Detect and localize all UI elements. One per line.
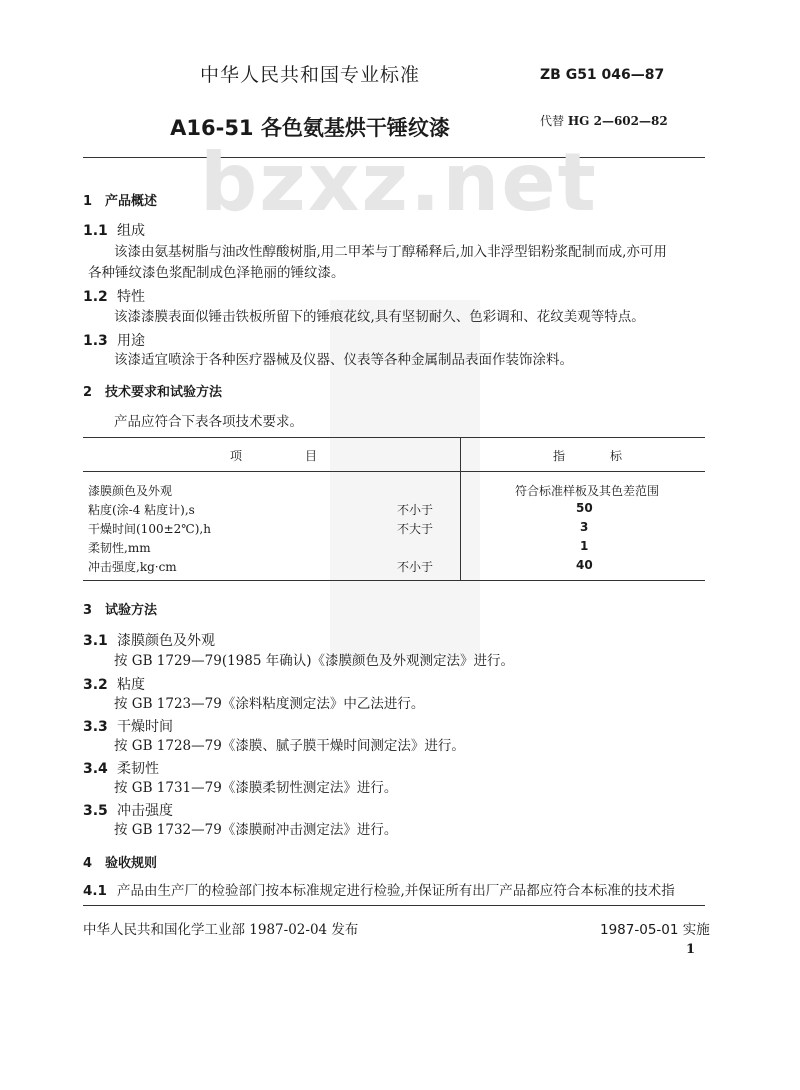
effective-date-note: 1987-05-01 实施 [600, 922, 710, 938]
table-header-rule [83, 471, 705, 472]
footer-rule [83, 905, 705, 906]
section-1-heading: 1 产品概述 [83, 194, 158, 209]
watermark-text: bzxz.net [200, 136, 598, 229]
section-2-heading: 2 技术要求和试验方法 [83, 385, 223, 400]
table-cell-condition: 不小于 [397, 503, 434, 517]
table-bottom-rule [83, 580, 705, 581]
table-cell-item: 冲击强度,kg·cm [88, 560, 177, 574]
section-1-2-text: 该漆漆膜表面似锤击铁板所留下的锤痕花纹,具有坚韧耐久、色彩调和、花纹美观等特点。 [114, 309, 645, 325]
table-header-index-2: 标 [610, 449, 623, 463]
table-header-index-1: 指 [553, 449, 566, 463]
section-3-1-heading: 3.1 漆膜颜色及外观 [83, 633, 215, 649]
section-3-1-text: 按 GB 1729—79(1985 年确认)《漆膜颜色及外观测定法》进行。 [114, 653, 515, 669]
section-4-heading: 4 验收规则 [83, 856, 158, 871]
table-cell-item: 粘度(涂-4 粘度计),s [88, 503, 195, 517]
section-3-2-heading: 3.2 粘度 [83, 677, 145, 693]
table-cell-condition: 不小于 [397, 560, 434, 574]
table-cell-condition: 不大于 [397, 522, 434, 536]
replaces-note [540, 112, 668, 129]
section-3-5-text: 按 GB 1732—79《漆膜耐冲击测定法》进行。 [114, 822, 398, 838]
issue-date-note: 中华人民共和国化学工业部 1987-02-04 发布 [83, 922, 359, 938]
section-4-1-text: 4.1 产品由生产厂的检验部门按本标准规定进行检验,并保证所有出厂产品都应符合本标准的技术指 [83, 883, 675, 899]
section-3-2-text: 按 GB 1723—79《涂料粘度测定法》中乙法进行。 [114, 696, 425, 712]
table-top-rule [83, 437, 705, 438]
table-header-item-1: 项 [230, 449, 243, 463]
table-cell-item: 干燥时间(100±2℃),h [88, 522, 211, 536]
section-1-3-text: 该漆适宜喷涂于各种医疗器械及仪器、仪表等各种金属制品表面作装饰涂料。 [114, 352, 573, 368]
table-column-divider [460, 437, 461, 580]
table-cell-value: 3 [580, 520, 589, 534]
table-cell-item: 柔韧性,mm [88, 541, 151, 555]
section-3-3-text: 按 GB 1728—79《漆膜、腻子膜干燥时间测定法》进行。 [114, 738, 465, 754]
table-cell-value: 40 [576, 558, 593, 572]
section-3-heading: 3 试验方法 [83, 603, 158, 618]
replaces-label: 代替 [540, 114, 565, 128]
table-cell-item: 漆膜颜色及外观 [88, 484, 173, 498]
section-2-intro: 产品应符合下表各项技术要求。 [114, 414, 303, 430]
table-cell-value: 50 [576, 501, 593, 515]
issuing-standard-title: 中华人民共和国专业标准 [199, 64, 420, 86]
page-number: 1 [686, 942, 696, 957]
section-3-4-text: 按 GB 1731—79《漆膜柔韧性测定法》进行。 [114, 780, 398, 796]
standard-number: ZB G51 046—87 [540, 67, 665, 83]
section-3-4-heading: 3.4 柔韧性 [83, 761, 159, 777]
section-1-3-heading: 1.3 用途 [83, 333, 145, 349]
table-cell-value: 符合标准样板及其色差范围 [515, 484, 660, 498]
table-cell-value: 1 [580, 539, 589, 553]
section-1-1-text: 该漆由氨基树脂与油改性醇酸树脂,用二甲苯与丁醇稀释后,加入非浮型铝粉浆配制而成,亦可用 各种锤纹漆色浆配制成色泽艳丽的锤纹漆。 [88, 244, 667, 281]
section-3-5-heading: 3.5 冲击强度 [83, 803, 173, 819]
replaced-standard-number: HG 2—602—82 [567, 114, 668, 128]
document-title: A16-51 各色氨基烘干锤纹漆 [170, 116, 450, 140]
section-1-1-heading: 1.1 组成 [83, 223, 145, 239]
section-1-2-heading: 1.2 特性 [83, 289, 145, 305]
table-header-item-2: 目 [305, 449, 318, 463]
section-3-3-heading: 3.3 干燥时间 [83, 719, 173, 735]
